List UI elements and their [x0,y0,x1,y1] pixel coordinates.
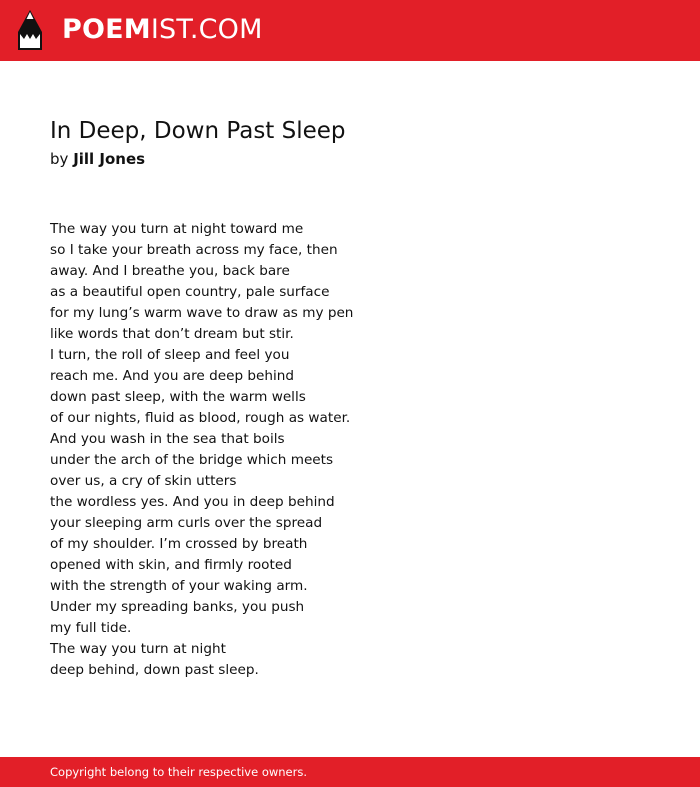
poem-line: down past sleep, with the warm wells [50,389,306,405]
poem-line: for my lung’s warm wave to draw as my pen [50,305,354,321]
site-logo[interactable] [62,14,263,46]
poem-line: And you wash in the sea that boils [50,431,285,447]
poem-line: my full tide. [50,620,132,636]
poem-line: with the strength of your waking arm. [50,578,308,594]
poem-line: Under my spreading banks, you push [50,599,305,615]
poem-line: like words that don’t dream but stir. [50,326,294,342]
byline [50,149,145,169]
poem-line: the wordless yes. And you in deep behind [50,494,335,510]
poem-line: deep behind, down past sleep. [50,662,259,678]
poem-title: In Deep, Down Past Sleep [50,118,346,144]
site-footer [0,757,700,787]
poem-line: The way you turn at night toward me [50,221,304,237]
logo-bold-text: POEM [62,14,151,45]
poem-line: The way you turn at night [50,641,226,657]
poem-line: I turn, the roll of sleep and feel you [50,347,290,363]
poem-line: your sleeping arm curls over the spread [50,515,323,531]
pencil-logo-icon[interactable] [18,10,42,50]
site-header [0,0,700,61]
poem-line: of my shoulder. I’m crossed by breath [50,536,308,552]
poem-line: over us, a cry of skin utters [50,473,237,489]
copyright-notice: Copyright belong to their respective owners. [50,765,308,779]
poem-line: opened with skin, and firmly rooted [50,557,292,573]
poem-line: as a beautiful open country, pale surface [50,284,330,300]
logo-light-text: IST.COM [150,14,263,45]
by-label: by [50,150,69,168]
poem-line: away. And I breathe you, back bare [50,263,290,279]
author-name: Jill Jones [73,150,146,168]
poem-line: under the arch of the bridge which meets [50,452,334,468]
poem-line: of our nights, fluid as blood, rough as water. [50,410,351,426]
poem-line: reach me. And you are deep behind [50,368,295,384]
poem-body [50,219,430,681]
poem-line: so I take your breath across my face, then [50,242,338,258]
